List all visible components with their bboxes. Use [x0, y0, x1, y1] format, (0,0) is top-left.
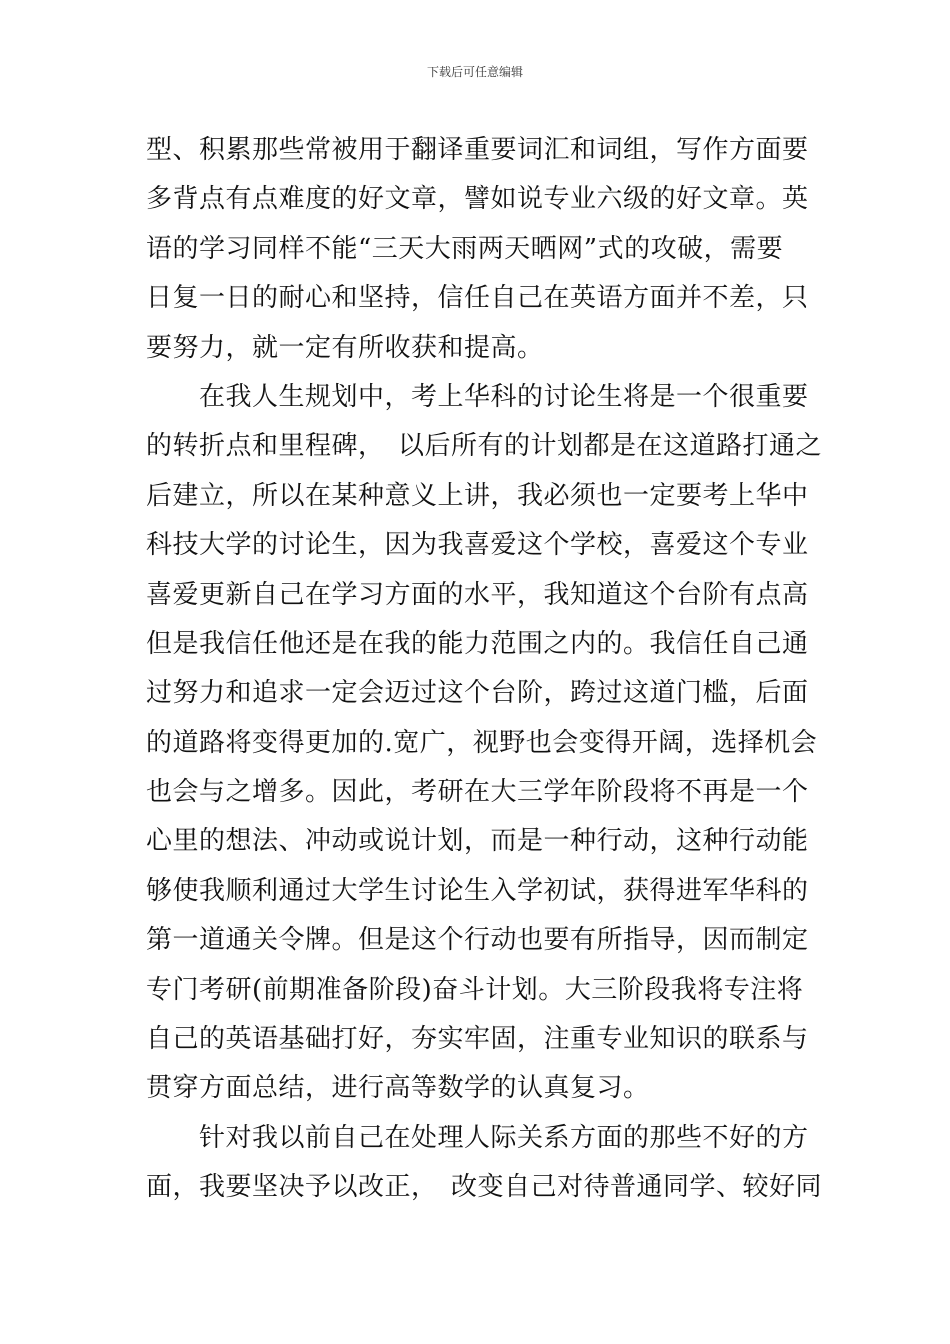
text-line: 自己的英语基础打好，夯实牢固，注重专业知识的联系与: [146, 1024, 809, 1055]
text-line: 科技大学的讨论生，因为我喜爱这个学校，喜爱这个专业: [146, 530, 809, 561]
text-line: 心里的想法、冲动或说计划，而是一种行动，这种行动能: [146, 826, 809, 857]
text-line: 专门考研(前期准备阶段)奋斗计划。大三阶段我将专注将: [146, 974, 804, 1005]
text-line: 要努力，就一定有所收获和提高。: [146, 332, 544, 363]
document-body: [146, 126, 823, 1213]
text-line: 够使我顺利通过大学生讨论生入学初试，获得进军华科的: [146, 875, 809, 906]
text-line: 多背点有点难度的好文章，譬如说专业六级的好文章。英: [146, 184, 809, 215]
text-line: 但是我信任他还是在我的能力范围之内的。我信任自己通: [146, 628, 809, 659]
text-line: 针对我以前自己在处理人际关系方面的那些不好的方: [146, 1122, 809, 1153]
text-line: 语的学习同样不能“三天大雨两天晒网”式的攻破，需要: [146, 233, 784, 264]
text-line: 的转折点和里程碑， 以后所有的计划都是在这道路打通之: [146, 431, 823, 462]
text-line: 喜爱更新自己在学习方面的水平，我知道这个台阶有点高: [146, 579, 809, 610]
text-line: 过努力和追求一定会迈过这个台阶，跨过这道门槛，后面: [146, 678, 809, 709]
text-line: 日复一日的耐心和坚持，信任自己在英语方面并不差，只: [146, 283, 809, 314]
text-line: 第一道通关令牌。但是这个行动也要有所指导，因而制定: [146, 925, 809, 956]
text-line: 贯穿方面总结，进行高等数学的认真复习。: [146, 1073, 650, 1104]
page-header: 下载后可任意编辑: [426, 65, 523, 79]
text-line: 在我人生规划中，考上华科的讨论生将是一个很重要: [146, 381, 809, 412]
text-line: 面，我要坚决予以改正， 改变自己对待普通同学、较好同: [146, 1172, 823, 1203]
text-line: 也会与之增多。因此，考研在大三学年阶段将不再是一个: [146, 777, 809, 808]
text-line: 型、积累那些常被用于翻译重要词汇和词组，写作方面要: [146, 135, 809, 165]
text-line: 的道路将变得更加的.宽广，视野也会变得开阔，选择机会: [146, 727, 818, 758]
text-line: 后建立，所以在某种意义上讲，我必须也一定要考上华中: [146, 480, 809, 511]
